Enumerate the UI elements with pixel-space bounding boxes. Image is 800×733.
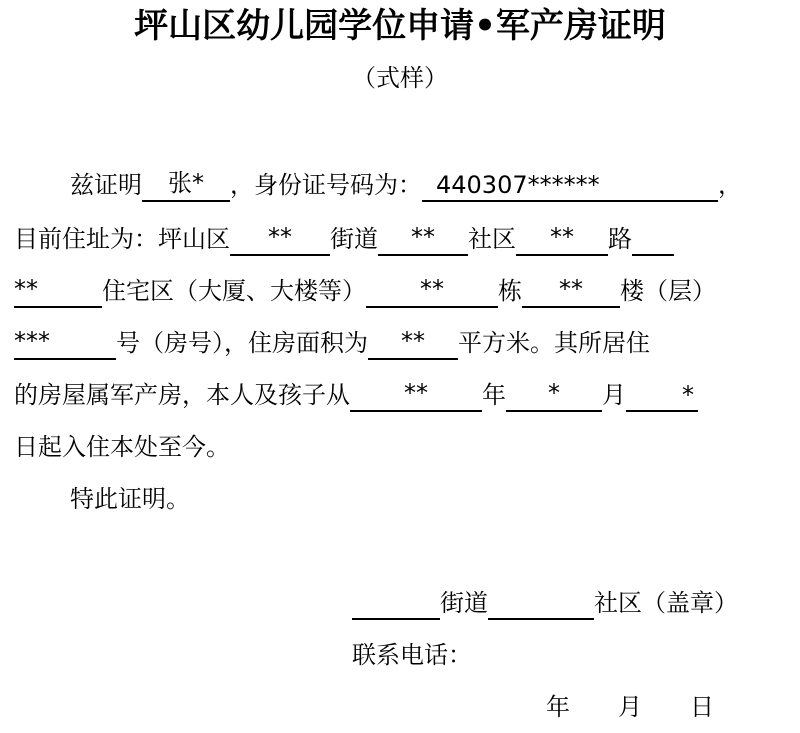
contact-phone-label: 联系电话：	[352, 641, 472, 669]
signature-community-label: 社区（盖章）	[594, 589, 738, 617]
contact-phone-line	[352, 638, 472, 672]
building-field: **	[366, 274, 498, 308]
residence-label: 住宅区（大厦、大楼等）	[102, 277, 366, 305]
body-line-4	[14, 326, 650, 360]
name-field: 张*	[142, 168, 230, 202]
date-day-label: 日	[690, 693, 714, 721]
area-label: 平方米。其所居住	[458, 329, 650, 357]
signature-street-label: 街道	[440, 589, 488, 617]
signature-street-blank	[352, 586, 440, 620]
body-line-7	[14, 482, 190, 516]
area-field: **	[368, 326, 458, 360]
day-field: *	[626, 380, 698, 412]
road-label: 路	[608, 225, 632, 253]
floor-field: **	[522, 274, 620, 308]
certify-prefix: 兹证明	[70, 171, 142, 199]
road-field: **	[516, 222, 608, 256]
line1-suffix: ，	[718, 171, 742, 199]
year-label: 年	[482, 381, 506, 409]
body-line-2	[14, 222, 674, 256]
id-label: ，身份证号码为：	[230, 171, 422, 199]
date-line	[546, 690, 714, 724]
address-prefix: 目前住址为：坪山区	[14, 225, 230, 253]
body-line-1	[14, 168, 742, 202]
building-label: 栋	[498, 277, 522, 305]
community-field: **	[378, 222, 468, 256]
road-trailing-blank	[632, 222, 674, 256]
document-subtitle: （式样）	[352, 64, 448, 92]
body-line-5	[14, 378, 698, 412]
year-field: **	[350, 378, 482, 412]
move-in-text: 日起入住本处至今。	[14, 433, 230, 461]
date-month-label: 月	[618, 693, 642, 721]
signature-stamp-line	[352, 586, 738, 620]
id-number-field: 440307******	[422, 170, 718, 202]
room-field: ***	[14, 326, 116, 360]
floor-label: 楼（层）	[620, 277, 716, 305]
body-line-6	[14, 430, 230, 464]
military-house-text: 的房屋属军产房，本人及孩子从	[14, 381, 350, 409]
document-title: 坪山区幼儿园学位申请•军产房证明	[134, 6, 666, 46]
street-label: 街道	[330, 225, 378, 253]
road-number-field: **	[14, 274, 102, 308]
community-label: 社区	[468, 225, 516, 253]
body-line-3	[14, 274, 716, 308]
month-label: 月	[602, 381, 626, 409]
month-field: *	[506, 378, 602, 412]
hereby-certify-text: 特此证明。	[70, 485, 190, 513]
date-year-label: 年	[546, 693, 570, 721]
street-field: **	[230, 222, 330, 256]
room-label: 号（房号），住房面积为	[116, 329, 368, 357]
signature-community-blank	[488, 586, 594, 620]
